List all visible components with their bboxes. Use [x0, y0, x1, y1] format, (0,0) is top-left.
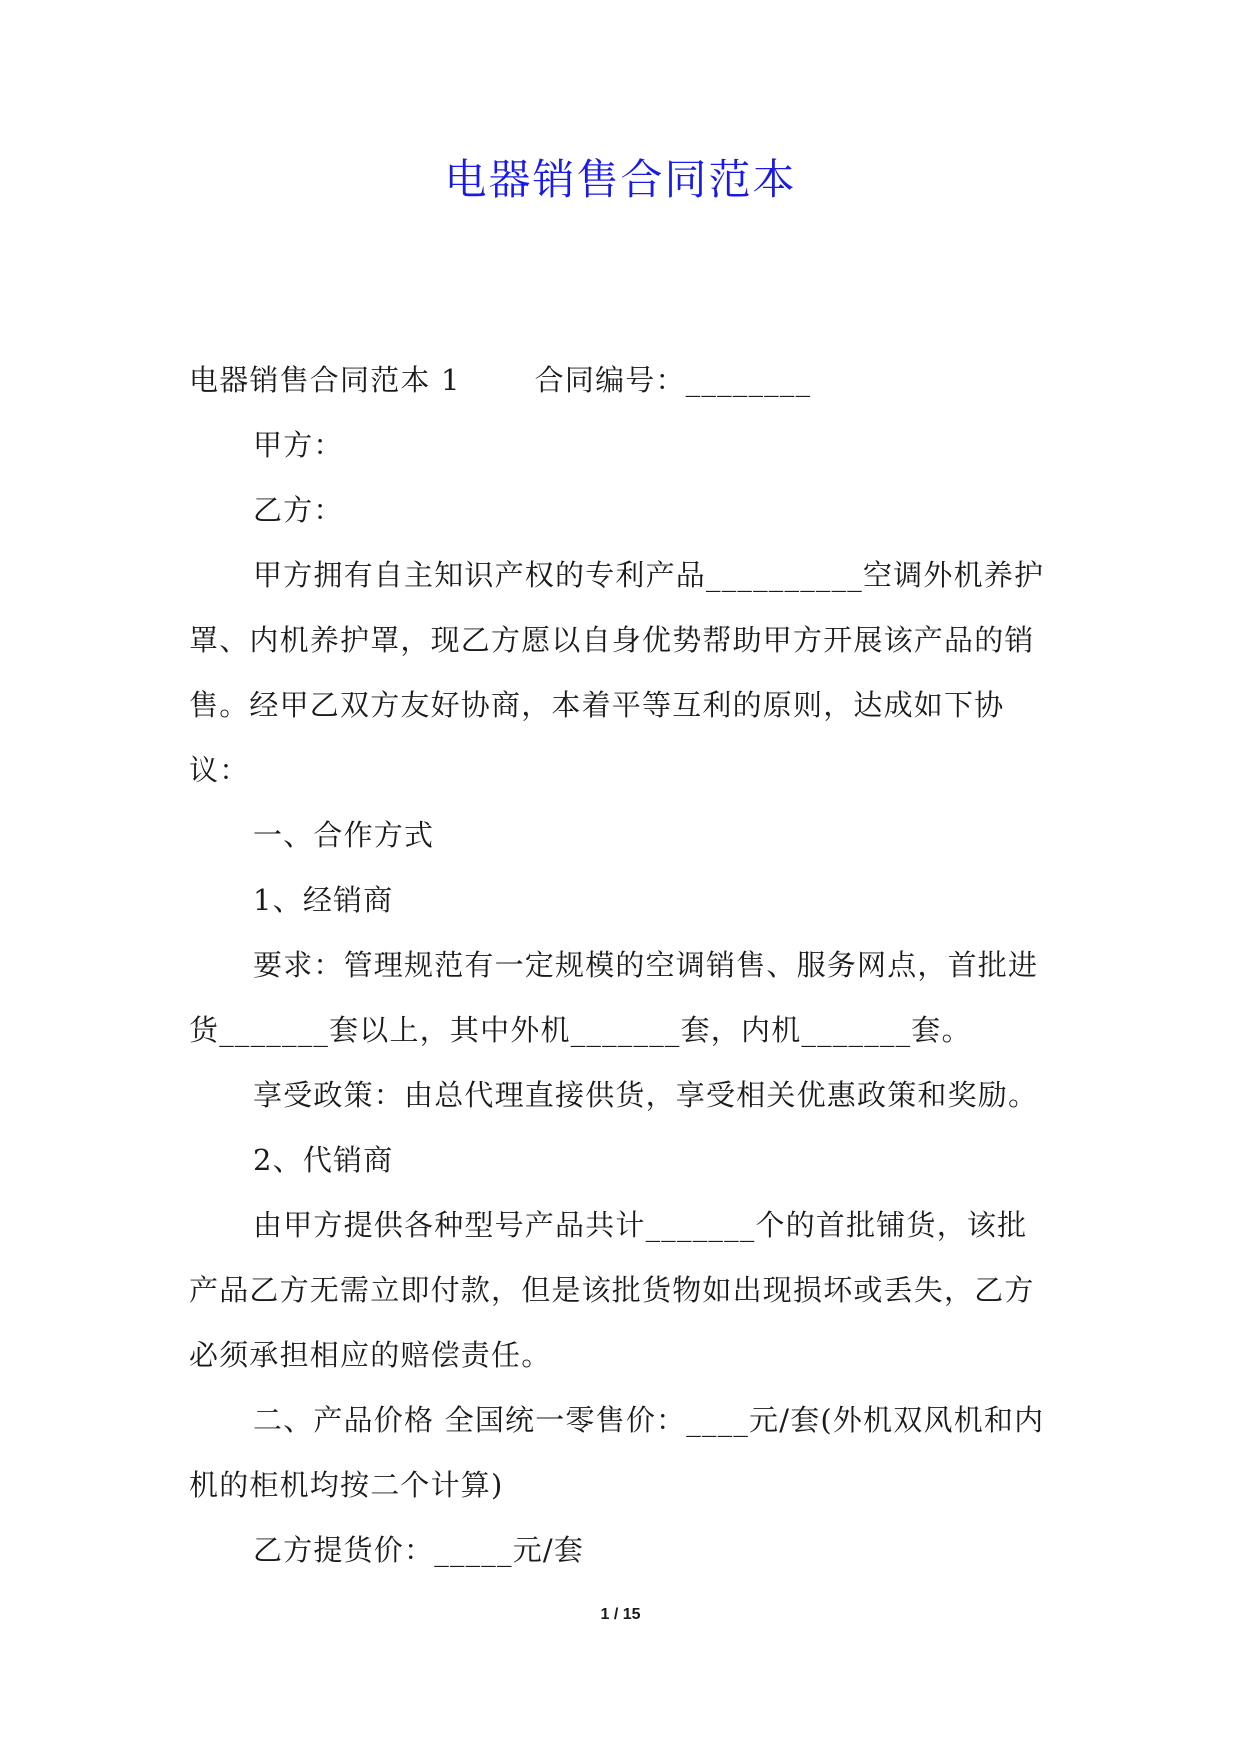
contract-heading-line	[189, 348, 1055, 413]
section-heading-price: 二、产品价格 全国统一零售价：____元/套(外机双风机和内机的柜机均按二个计算)	[189, 1403, 1045, 1502]
distributor-requirements: 要求：管理规范有一定规模的空调销售、服务网点，首批进货_______套以上，其中外机_______套，内机_______套。	[189, 948, 1039, 1047]
page-indicator: 1 / 15	[600, 1606, 641, 1623]
distributor-policy: 享受政策：由总代理直接供货，享受相关优惠政策和奖励。	[253, 1078, 1039, 1112]
contract-heading: 电器销售合同范本 1	[189, 363, 461, 397]
section-heading-cooperation: 一、合作方式	[253, 818, 435, 852]
contract-number-label: 合同编号：________	[534, 363, 812, 397]
subsection-agent: 2、代销商	[253, 1143, 394, 1177]
party-b-line: 乙方：	[253, 493, 344, 527]
party-a-line: 甲方：	[253, 428, 344, 462]
pickup-price-line: 乙方提货价：_____元/套	[253, 1533, 585, 1567]
agent-terms: 由甲方提供各种型号产品共计_______个的首批铺货，该批产品乙方无需立即付款，但是该批货物如出现损坏或丢失，乙方必须承担相应的赔偿责任。	[189, 1208, 1035, 1372]
document-title: 电器销售合同范本	[444, 155, 797, 204]
subsection-distributor: 1、经销商	[253, 883, 394, 917]
intro-paragraph: 甲方拥有自主知识产权的专利产品__________空调外机养护罩、内机养护罩，现乙方愿以自身优势帮助甲方开展该产品的销售。经甲乙双方友好协商，本着平等互利的原则，达成如下协议：	[189, 558, 1045, 787]
document-body	[189, 348, 1055, 1583]
